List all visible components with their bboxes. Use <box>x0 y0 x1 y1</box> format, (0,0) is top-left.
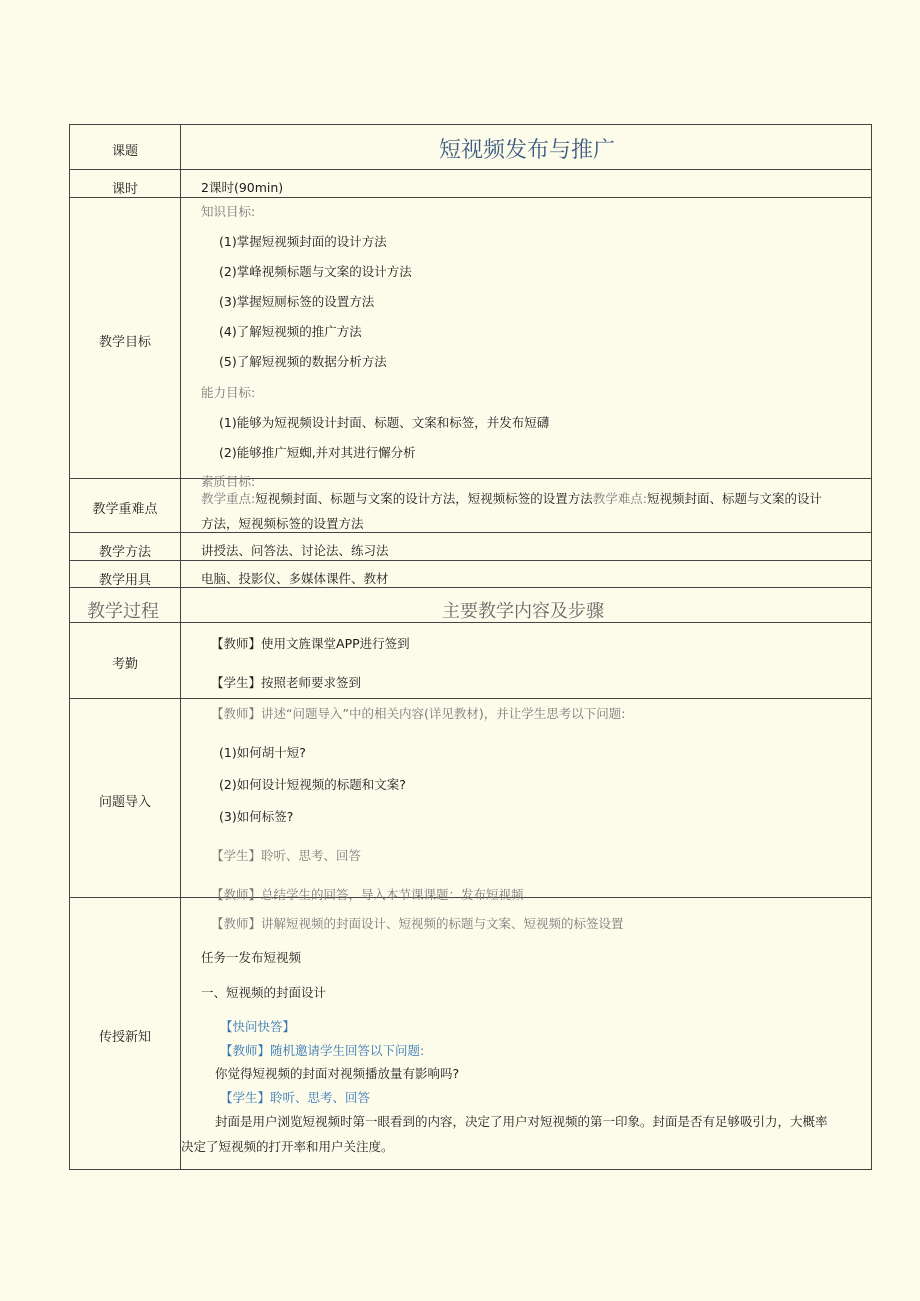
method-label: 教学方法 <box>98 545 151 560</box>
tools-value: 电脑、投影仪、多媒体课件、教材 <box>201 571 389 586</box>
student-text: 按照老师要求签到 <box>261 675 362 690</box>
intro-question: (2)如何设计短视频的标题和文案? <box>219 777 406 792</box>
nk-section-line: 一、短视频的封面设计 <box>201 985 327 1000</box>
process-header-right: 主要教学内容及步骤 <box>442 601 604 622</box>
cut-off-text: 素质目标: <box>201 474 256 489</box>
row-divider <box>69 532 872 533</box>
intro-label: 问题导入 <box>98 795 151 810</box>
nk-paragraph-line-2: 决定了短视频的打开率和用户关注度。 <box>181 1139 394 1154</box>
topic-title: 短视频发布与推广 <box>439 138 616 163</box>
nk-paragraph-line-1: 封面是用户浏览短视频时第一眼看到的内容，决定了用户对短视频的第一印象。封面是否有足够吸引力，大概率 <box>215 1114 828 1129</box>
intro-summary-line: 【教师】总结学生的回答，导入本节课课题：发布短视频 <box>211 887 524 902</box>
nk-task-line: 任务一发布短视频 <box>201 950 302 965</box>
intro-question: (3)如何标签? <box>219 809 294 824</box>
nk-teacher-invite: 【教师】随机邀请学生回答以下问题: <box>220 1043 425 1058</box>
attendance-label: 考勤 <box>111 657 138 672</box>
knowledge-item: (2)掌峰视频标题与文案的设计方法 <box>219 264 412 279</box>
goals-content <box>181 198 871 489</box>
ability-heading: 能力目标: <box>201 385 256 400</box>
knowledge-item: (1)掌握短视频封面的设计方法 <box>219 234 387 249</box>
keypoints-line-2: 方法，短视频标签的设置方法 <box>201 516 364 531</box>
teacher-text: 使用文旌课堂APP进行签到 <box>261 636 410 651</box>
ability-item: (1)能够为短视频设计封面、标题、文案和标签，并发布短礴 <box>219 415 550 430</box>
row-divider <box>69 587 872 588</box>
row-divider <box>69 169 872 170</box>
key-heading: 教学重点: <box>201 491 256 506</box>
intro-content <box>181 699 871 902</box>
hours-value: 2课时(90min) <box>201 180 284 195</box>
nk-teacher-line: 【教师】讲解短视频的封面设计、短视频的标题与文案、短视频的标签设置 <box>211 916 624 931</box>
method-value: 讲授法、问答法、讨论法、练习法 <box>201 543 389 558</box>
row-divider <box>69 560 872 561</box>
knowledge-item: (4)了解短视频的推广方法 <box>219 324 362 339</box>
new-knowledge-label: 传授新知 <box>98 1030 151 1045</box>
student-tag: 【学生】 <box>211 675 262 690</box>
attendance-teacher-line <box>211 634 410 652</box>
knowledge-item: (3)掌握短厕标签的设置方法 <box>219 294 375 309</box>
keypoints-label: 教学重难点 <box>92 502 158 517</box>
nk-student-line: 【学生】聆听、思考、回答 <box>220 1090 371 1105</box>
teacher-tag: 【教师】 <box>211 636 262 651</box>
nk-question: 你觉得短视频的封面对视频播放量有影响吗? <box>215 1066 460 1081</box>
diff-text: 短视频封面、标题与文案的设计 <box>646 491 822 506</box>
process-header-left: 教学过程 <box>87 601 159 622</box>
intro-student-line: 【学生】聆听、思考、回答 <box>211 848 362 863</box>
row-divider <box>69 478 872 479</box>
diff-heading: 教学难点: <box>592 491 647 506</box>
hours-label: 课时 <box>111 182 138 197</box>
intro-question: (1)如何胡十短? <box>219 745 306 760</box>
intro-teacher-line: 【教师】讲述“问题导入”中的相关内容(详见教材)，并让学生思考以下问题: <box>211 706 626 721</box>
knowledge-item: (5)了解短视频的数据分析方法 <box>219 354 387 369</box>
ability-item: (2)能够推广短蜘,并对其进行懈分析 <box>219 445 416 460</box>
tools-label: 教学用具 <box>98 573 151 588</box>
nk-quick-tag: 【快问快答】 <box>220 1019 296 1034</box>
keypoints-line-1 <box>201 489 822 507</box>
attendance-student-line <box>211 673 361 691</box>
goals-label: 教学目标 <box>98 335 151 350</box>
key-text: 短视频封面、标题与文案的设计方法，短视频标签的设置方法 <box>255 491 593 506</box>
knowledge-heading: 知识目标: <box>201 204 256 219</box>
topic-label: 课题 <box>111 144 138 159</box>
